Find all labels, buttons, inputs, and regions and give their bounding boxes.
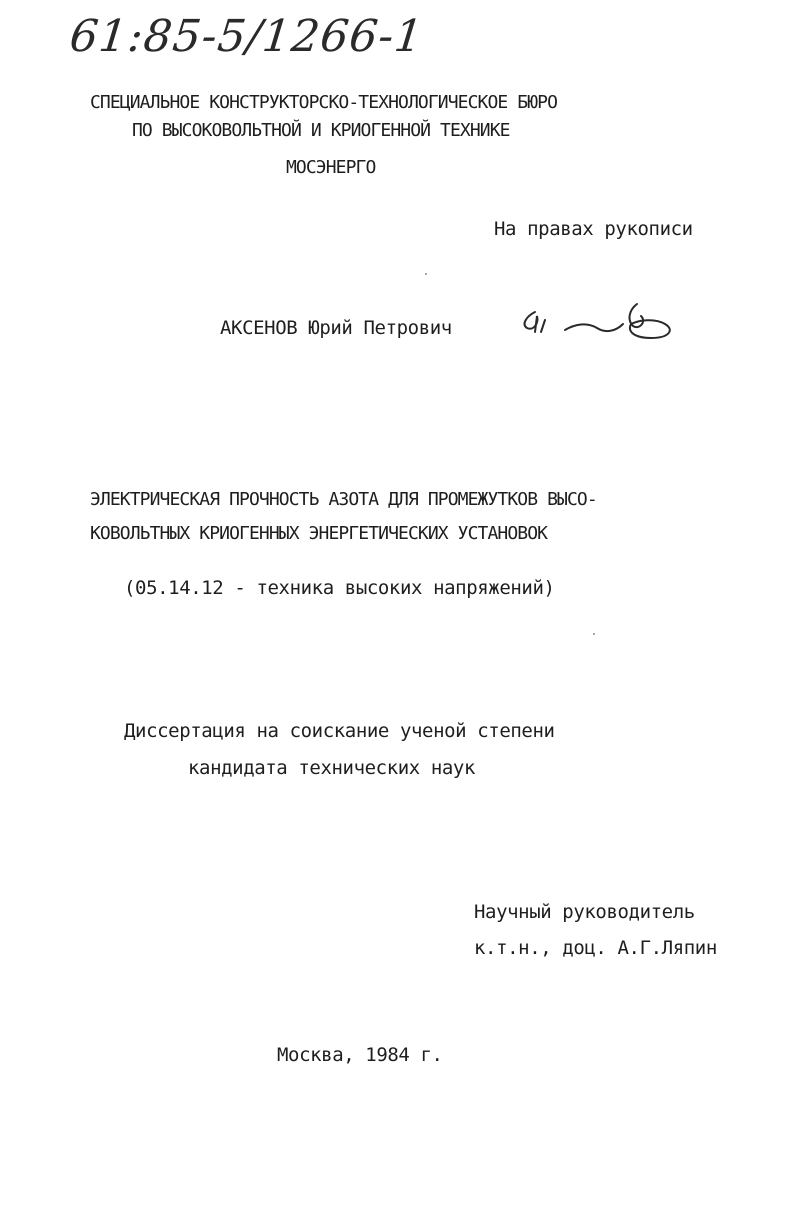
archive-number: 61:85-5/1266-1: [67, 11, 427, 62]
title-line-2: КОВОЛЬТНЫХ КРИОГЕННЫХ ЭНЕРГЕТИЧЕСКИХ УСТАНОВОК: [90, 523, 548, 544]
supervisor-name: к.т.н., доц. А.Г.Ляпин: [474, 937, 717, 959]
supervisor-label: Научный руководитель: [474, 901, 695, 923]
paper-speck: [593, 633, 595, 635]
manuscript-rights: На правах рукописи: [494, 218, 693, 240]
place-year: Москва, 1984 г.: [277, 1044, 443, 1066]
specialty: (05.14.12 - техника высоких напряжений): [124, 577, 555, 599]
organization-line-3: МОСЭНЕРГО: [286, 157, 376, 178]
degree-line-1: Диссертация на соискание ученой степени: [124, 720, 555, 742]
degree-line-2: кандидата технических наук: [188, 757, 476, 779]
title-line-1: ЭЛЕКТРИЧЕСКАЯ ПРОЧНОСТЬ АЗОТА ДЛЯ ПРОМЕЖУТКОВ ВЫСО-: [90, 489, 597, 510]
handwritten-signature-icon: [515, 298, 680, 346]
organization-line-1: СПЕЦИАЛЬНОЕ КОНСТРУКТОРСКО-ТЕХНОЛОГИЧЕСКОЕ БЮРО: [90, 92, 558, 113]
organization-line-2: ПО ВЫСОКОВОЛЬТНОЙ И КРИОГЕННОЙ ТЕХНИКЕ: [132, 120, 510, 141]
author-name: АКСЕНОВ Юрий Петрович: [220, 317, 452, 339]
paper-speck: [425, 273, 427, 275]
